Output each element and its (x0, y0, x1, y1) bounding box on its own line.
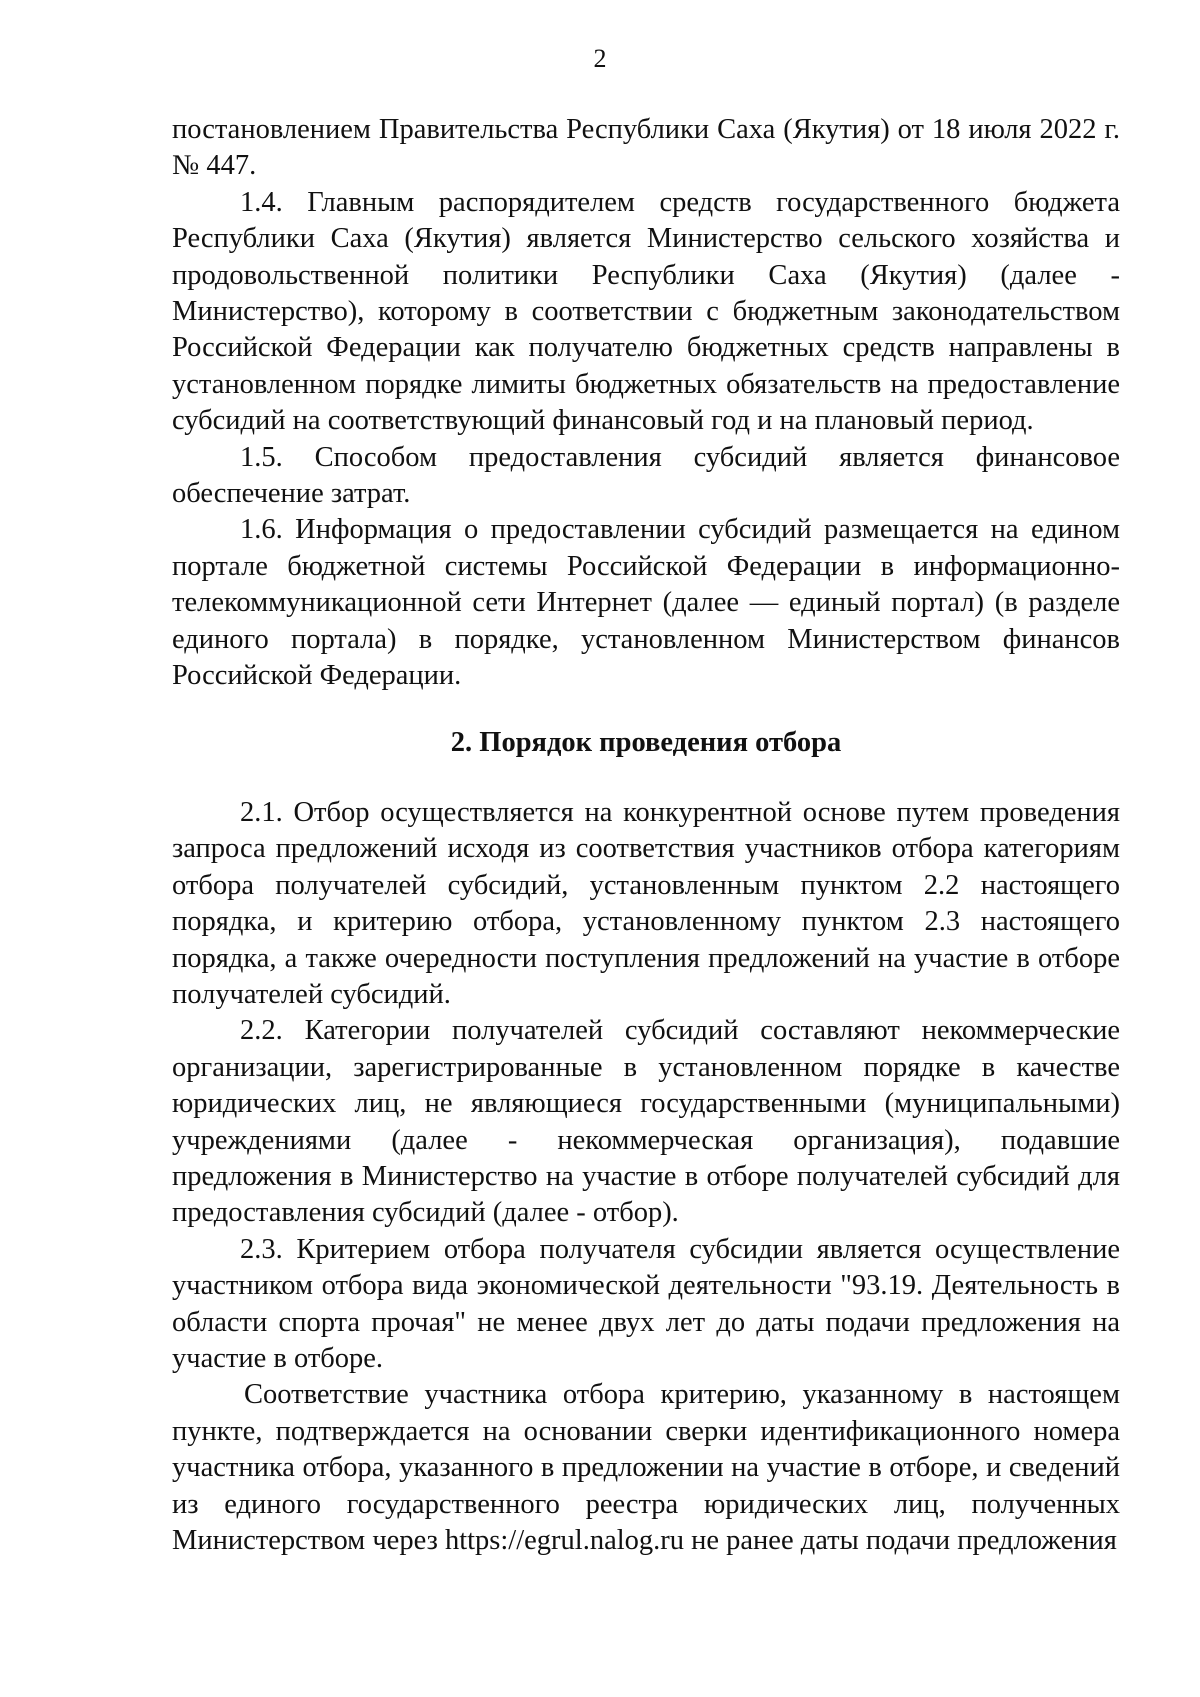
paragraph-2-2: 2.2. Категории получателей субсидий составляют некоммерческие организации, зарегистрированные в установленном порядке в качестве юридических лиц, не являющиеся государственными (муниципальными) учреждениями (далее - некоммерческая организация), подавшие предложения в Министерство на участие в отборе получателей субсидий для предоставления субсидий (далее - отбор). (172, 1015, 1120, 1229)
paragraph-continuation: постановлением Правительства Республики Саха (Якутия) от 18 июля 2022 г. № 447. (172, 114, 1120, 182)
paragraph-1-5: 1.5. Способом предоставления субсидий является финансовое обеспечение затрат. (172, 441, 1120, 510)
document-body (172, 112, 1120, 1559)
paragraph-1-4: 1.4. Главным распорядителем средств государственного бюджета Республики Саха (Якутия) является Министерство сельского хозяйства и продовольственной политики Республики Саха (Якутия) (далее - Министерство), которому в соответствии с бюджетным законодательством Российской Федерации как получателю бюджетных средств направлены в установленном порядке лимиты бюджетных обязательств на предоставление субсидий на соответствующий финансовый год и на плановый период. (172, 186, 1120, 437)
paragraph-2-3: 2.3. Критерием отбора получателя субсидии является осуществление участником отбора вида экономической деятельности "93.19. Деятельность в области спорта прочая" не менее двух лет до даты подачи предложения на участие в отборе. (172, 1233, 1120, 1374)
paragraph-compliance: Соответствие участника отбора критерию, указанному в настоящем пункте, подтверждается на основании сверки идентификационного номера участника отбора, указанного в предложении на участие в отборе, и сведений из единого государственного реестра юридических лиц, полученных Министерством через https://egrul.nalog.ru не ранее даты подачи предложения (172, 1379, 1120, 1557)
paragraph-1-6: 1.6. Информация о предоставлении субсидий размещается на едином портале бюджетной системы Российской Федерации в информационно-телекоммуникационной сети Интернет (далее — единый портал) (в разделе единого портала) в порядке, установленном Министерством финансов Российской Федерации. (172, 514, 1120, 692)
paragraph-2-1: 2.1. Отбор осуществляется на конкурентной основе путем проведения запроса предложений исходя из соответствия участников отбора категориям отбора получателей субсидий, установленным пунктом 2.2 настоящего порядка, и критерию отбора, установленному пунктом 2.3 настоящего порядка, а также очередности поступления предложений на участие в отборе получателей субсидий. (172, 796, 1120, 1010)
section-heading: 2. Порядок проведения отбора (450, 726, 842, 758)
page-number: 2 (593, 44, 607, 73)
